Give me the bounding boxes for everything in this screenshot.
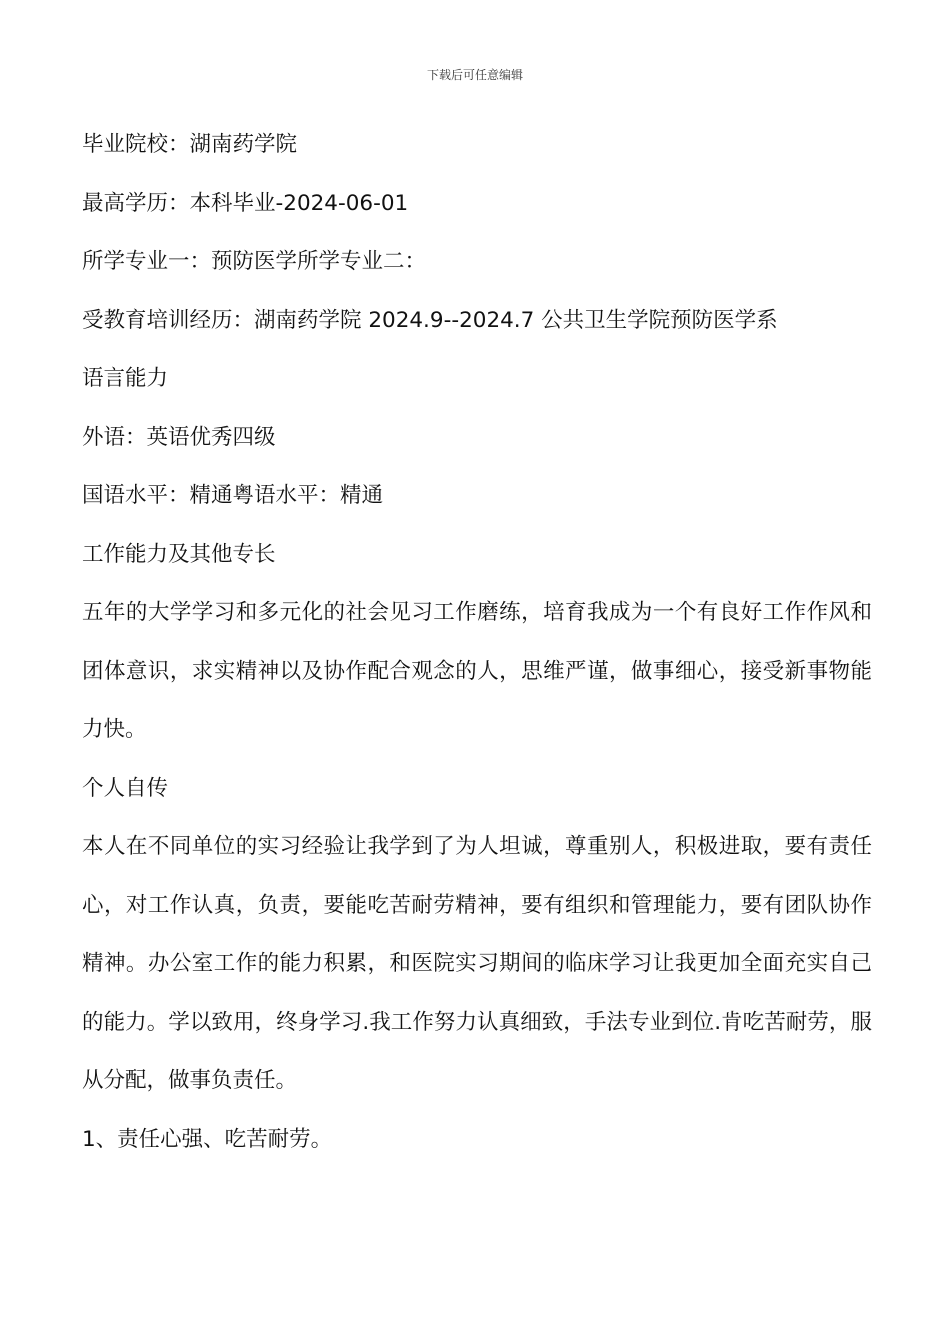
skills-paragraph: 五年的大学学习和多元化的社会见习工作磨练，培育我成为一个有良好工作作风和团体意识，求实精神以及协作配合观念的人，思维严谨，做事细心，接受新事物能力快。 xyxy=(82,600,872,742)
resume-body xyxy=(82,116,872,1169)
page-header-note: 下载后可任意编辑 xyxy=(426,68,523,82)
profile-paragraph: 本人在不同单位的实习经验让我学到了为人坦诚，尊重别人，积极进取，要有责任心，对工作认真，负责，要能吃苦耐劳精神，要有组织和管理能力，要有团队协作精神。办公室工作的能力积累，和医院实习期间的临床学习让我更加全面充实自己的能力。学以致用，终身学习.我工作努力认真细致，手法专业到位.肯吃苦耐劳，服从分配，做事负责任。 xyxy=(82,834,872,1093)
profile-item-1: 1、责任心强、吃苦耐劳。 xyxy=(82,1126,333,1152)
graduation-school: 毕业院校：湖南药学院 xyxy=(82,132,298,157)
foreign-language: 外语：英语优秀四级 xyxy=(82,424,276,450)
training-history: 受教育培训经历：湖南药学院 2024.9--2024.7 公共卫生学院预防医学系 xyxy=(82,307,778,333)
profile-heading: 个人自传 xyxy=(82,775,169,801)
language-heading: 语言能力 xyxy=(82,366,169,391)
highest-degree: 最高学历：本科毕业-2024-06-01 xyxy=(82,190,409,216)
mandarin-cantonese-level: 国语水平：精通粤语水平：精通 xyxy=(82,483,384,508)
skills-heading: 工作能力及其他专长 xyxy=(82,541,276,567)
majors: 所学专业一：预防医学所学专业二： xyxy=(82,249,427,274)
